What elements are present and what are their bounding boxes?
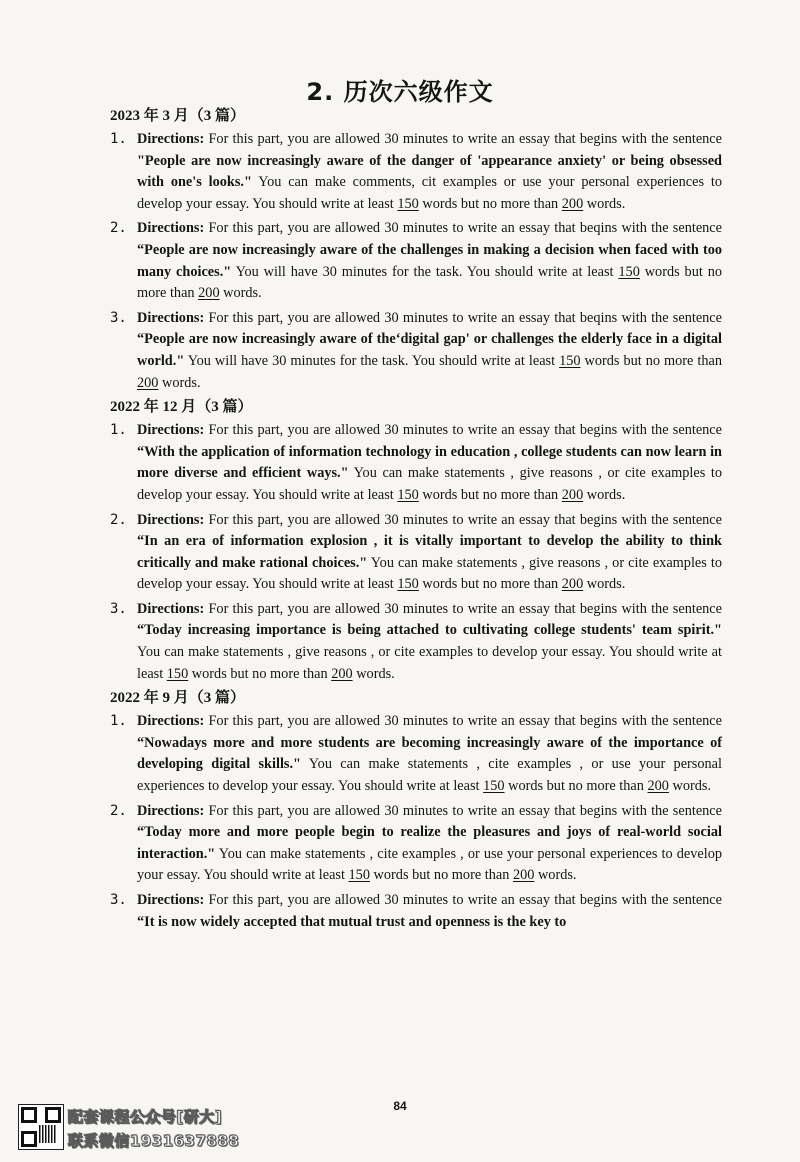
promo-banner <box>18 1104 318 1156</box>
essay-prompt <box>110 599 722 685</box>
item-number: 1. <box>110 422 127 439</box>
prompt-text: For this part, you are allowed 30 minutes to write an essay that begins with the sentence <box>204 422 722 439</box>
prompt-text: You can make statements , give reasons , or cite examples to develop your essay. You should write at least <box>137 554 722 593</box>
essay-topic: “People are now increasingly aware of the‘digital gap' or challenges the elderly face in a digital world." <box>137 331 722 369</box>
prompt-text: You can make statements , give reasons , or cite examples to develop your essay. You should write at least <box>137 644 722 682</box>
essay-prompt <box>110 218 722 304</box>
max-word-count: 200 <box>561 195 584 212</box>
item-number: 1. <box>110 131 127 147</box>
section-heading: 2023 年 3 月（3 篇） <box>110 108 246 124</box>
essay-prompt <box>110 890 722 933</box>
directions-label: Directions: <box>137 220 205 237</box>
essay-prompt <box>110 711 722 797</box>
directions-label: Directions: <box>137 713 205 730</box>
prompt-text: You can make statements , cite examples , or use your personal experiences to develop your essay. You should write at least <box>137 756 722 795</box>
prompt-text: words but no more than <box>418 576 562 593</box>
qr-code-icon <box>18 1104 64 1150</box>
min-word-count: 150 <box>483 778 505 795</box>
prompt-text: You can make statements , give reasons , or cite examples to develop your essay. You should write at least <box>137 465 722 503</box>
item-number: 1. <box>110 713 127 730</box>
essay-list <box>110 106 722 936</box>
essay-topic: “Today more and more people begin to realize the pleasures and joys of real-world social interaction." <box>137 824 722 862</box>
min-word-count: 150 <box>348 867 370 884</box>
prompt-text: words. <box>534 867 577 884</box>
max-word-count: 200 <box>561 576 584 593</box>
min-word-count: 150 <box>559 352 581 369</box>
directions-label: Directions: <box>137 309 205 326</box>
item-number: 3. <box>110 600 127 617</box>
prompt-text: You will have 30 minutes for the task. You should write at least <box>231 263 619 280</box>
min-word-count: 150 <box>618 263 640 280</box>
prompt-text: For this part, you are allowed 30 minutes to write an essay that begins with the sentence <box>204 713 722 730</box>
essay-topic: “In an era of information explosion , it is vitally important to develop the ability to think critically and make rational choices." <box>137 533 722 571</box>
essay-topic: “People are now increasingly aware of the challenges in making a decision when faced with too many choices." <box>137 241 722 280</box>
prompt-text: words. <box>668 778 712 795</box>
prompt-text: For this part, you are allowed 30 minutes to write an essay that beqins with the sentence <box>204 220 722 237</box>
prompt-text: words but no more than <box>188 665 332 682</box>
page-title: 2. 历次六级作文 <box>306 78 494 106</box>
prompt-text: For this part, you are allowed 30 minutes to write an essay that begins with the sentence <box>204 131 722 147</box>
prompt-text: words but no more than <box>369 867 513 884</box>
directions-label: Directions: <box>137 511 205 528</box>
prompt-text: words. <box>158 374 201 391</box>
max-word-count: 200 <box>647 778 669 795</box>
max-word-count: 200 <box>561 486 584 503</box>
item-number: 2. <box>110 220 127 237</box>
item-number: 3. <box>110 309 127 326</box>
prompt-text: words. <box>583 486 626 503</box>
promo-line-1: 配套课程公众号[研大] <box>68 1108 223 1126</box>
prompt-text: For this part, you are allowed 30 minutes to write an essay that begins with the sentence <box>204 600 722 617</box>
min-word-count: 150 <box>166 665 189 682</box>
promo-line-2: 联系微信1931637888 <box>68 1132 240 1150</box>
essay-topic: “With the application of information technology in education , college students can now learn in more diverse and efficient ways." <box>137 443 722 482</box>
prompt-text: words but no more than <box>504 778 648 795</box>
prompt-text: words but no more than <box>418 486 562 503</box>
essay-prompt <box>110 420 722 506</box>
prompt-text: You will have 30 minutes for the task. You should write at least <box>184 352 560 369</box>
section-heading: 2022 年 12 月（3 篇） <box>110 399 253 416</box>
essay-prompt <box>110 510 722 596</box>
min-word-count: 150 <box>397 576 419 593</box>
directions-label: Directions: <box>137 802 205 819</box>
essay-topic: "People are now increasingly aware of the danger of 'appearance anxiety' or being obsessed with one's looks." <box>137 152 722 191</box>
section-heading: 2022 年 9 月（3 篇） <box>110 690 246 707</box>
prompt-text: words but no more than <box>418 195 562 212</box>
prompt-text: words. <box>219 285 262 302</box>
directions-label: Directions: <box>137 892 205 908</box>
max-word-count: 200 <box>331 665 353 682</box>
prompt-text: For this part, you are allowed 30 minutes to write an essay that beqins with the sentence <box>204 309 722 326</box>
prompt-text: For this part, you are allowed 30 minutes to write an essay that begins with the sentence <box>204 802 722 819</box>
min-word-count: 150 <box>397 195 419 212</box>
page-number: 84 <box>393 1099 407 1113</box>
essay-prompt <box>110 308 722 394</box>
essay-prompt <box>110 801 722 887</box>
essay-topic: “Nowadays more and more students are becoming increasingly aware of the importance of developing digital skills." <box>137 734 722 773</box>
min-word-count: 150 <box>397 486 419 503</box>
item-number: 2. <box>110 511 127 528</box>
prompt-text: words. <box>352 665 395 682</box>
item-number: 3. <box>110 892 127 908</box>
essay-prompt <box>110 129 722 215</box>
prompt-text: You can make comments, cit examples or use your personal experiences to develop your essay. You should write at least <box>137 174 722 212</box>
prompt-text: You can make statements , cite examples , or use your personal experiences to develop your essay. You should write at least <box>137 845 722 884</box>
prompt-text: For this part, you are allowed 30 minutes to write an essay that begins with the sentence <box>204 511 722 528</box>
max-word-count: 200 <box>198 285 220 302</box>
max-word-count: 200 <box>512 867 535 884</box>
prompt-text: words but no more than <box>137 263 722 302</box>
prompt-text: words but no more than <box>580 352 723 369</box>
max-word-count: 200 <box>137 374 159 391</box>
directions-label: Directions: <box>137 600 205 617</box>
directions-label: Directions: <box>137 131 205 147</box>
essay-topic: “It is now widely accepted that mutual trust and openness is the key to <box>137 913 567 930</box>
prompt-text: words. <box>583 576 626 593</box>
item-number: 2. <box>110 802 127 819</box>
prompt-text: words. <box>583 195 626 212</box>
directions-label: Directions: <box>137 422 205 439</box>
prompt-text: For this part, you are allowed 30 minutes to write an essay that begins with the sentence <box>204 892 722 908</box>
essay-topic: “Today increasing importance is being attached to cultivating college students' team spirit." <box>137 622 722 639</box>
